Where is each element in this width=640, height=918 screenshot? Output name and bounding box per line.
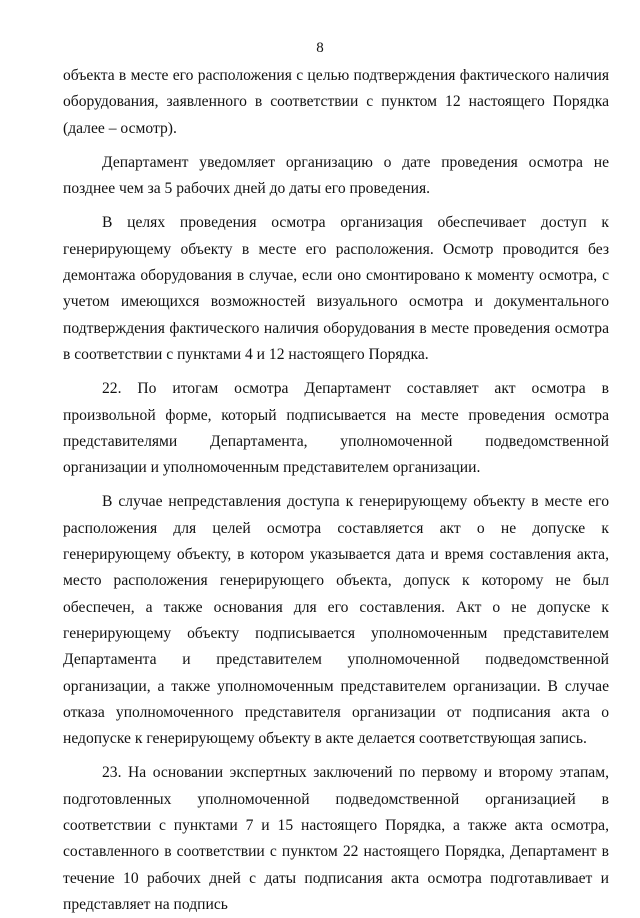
paragraph-continuation: объекта в месте его расположения с целью подтверждения фактического наличия оборудования, заявленного в соответствии с пунктом 12 настоящего Порядка (далее – осмотр).: [63, 67, 609, 137]
paragraph-item-22: 22. По итогам осмотра Департамент составляет акт осмотра в произвольной форме, который подписывается на месте проведения осмотра представителями Департамента, уполномоченной подведомственной организации и уполномоченным представителем организации.: [63, 380, 609, 477]
document-body: [63, 63, 609, 918]
paragraph-notification: Департамент уведомляет организацию о дате проведения осмотра не позднее чем за 5 рабочих дней до даты его проведения.: [63, 153, 609, 198]
paragraph-no-access-act: В случае непредставления доступа к генерирующему объекту в месте его расположения для целей осмотра составляется акт о не допуске к генерирующему объекту, в котором указывается дата и время составления акта, место расположения генерирующего объекта, допуск к которому не был обеспечен, а также основания для его составления. Акт о не допуске к генерирующему объекту подписывается уполномоченным представителем Департамента и представителем уполномоченной подведомственной организации, а также уполномоченным представителем организации. В случае отказа уполномоченного представителя организации от подписания акта о недопуске к генерирующему объекту в акте делается соответствующая запись.: [63, 493, 609, 748]
paragraph-item-23: 23. На основании экспертных заключений по первому и второму этапам, подготовленных уполномоченной подведомственной организацией в соответствии с пунктами 7 и 15 настоящего Порядка, а также акта осмотра, составленного в соответствии с пунктом 22 настоящего Порядка, Департамент в течение 10 рабочих дней с даты подписания акта осмотра подготавливает и представляет на подпись: [63, 764, 609, 913]
page-number: 8: [316, 40, 324, 56]
paragraph-access: В целях проведения осмотра организация обеспечивает доступ к генерирующему объекту в месте его расположения. Осмотр проводится без демонтажа оборудования в случае, если оно смонтировано к моменту осмотра, с учетом имеющихся возможностей визуального осмотра и документального подтверждения фактического наличия оборудования в месте проведения осмотра в соответствии с пунктами 4 и 12 настоящего Порядка.: [63, 214, 609, 363]
